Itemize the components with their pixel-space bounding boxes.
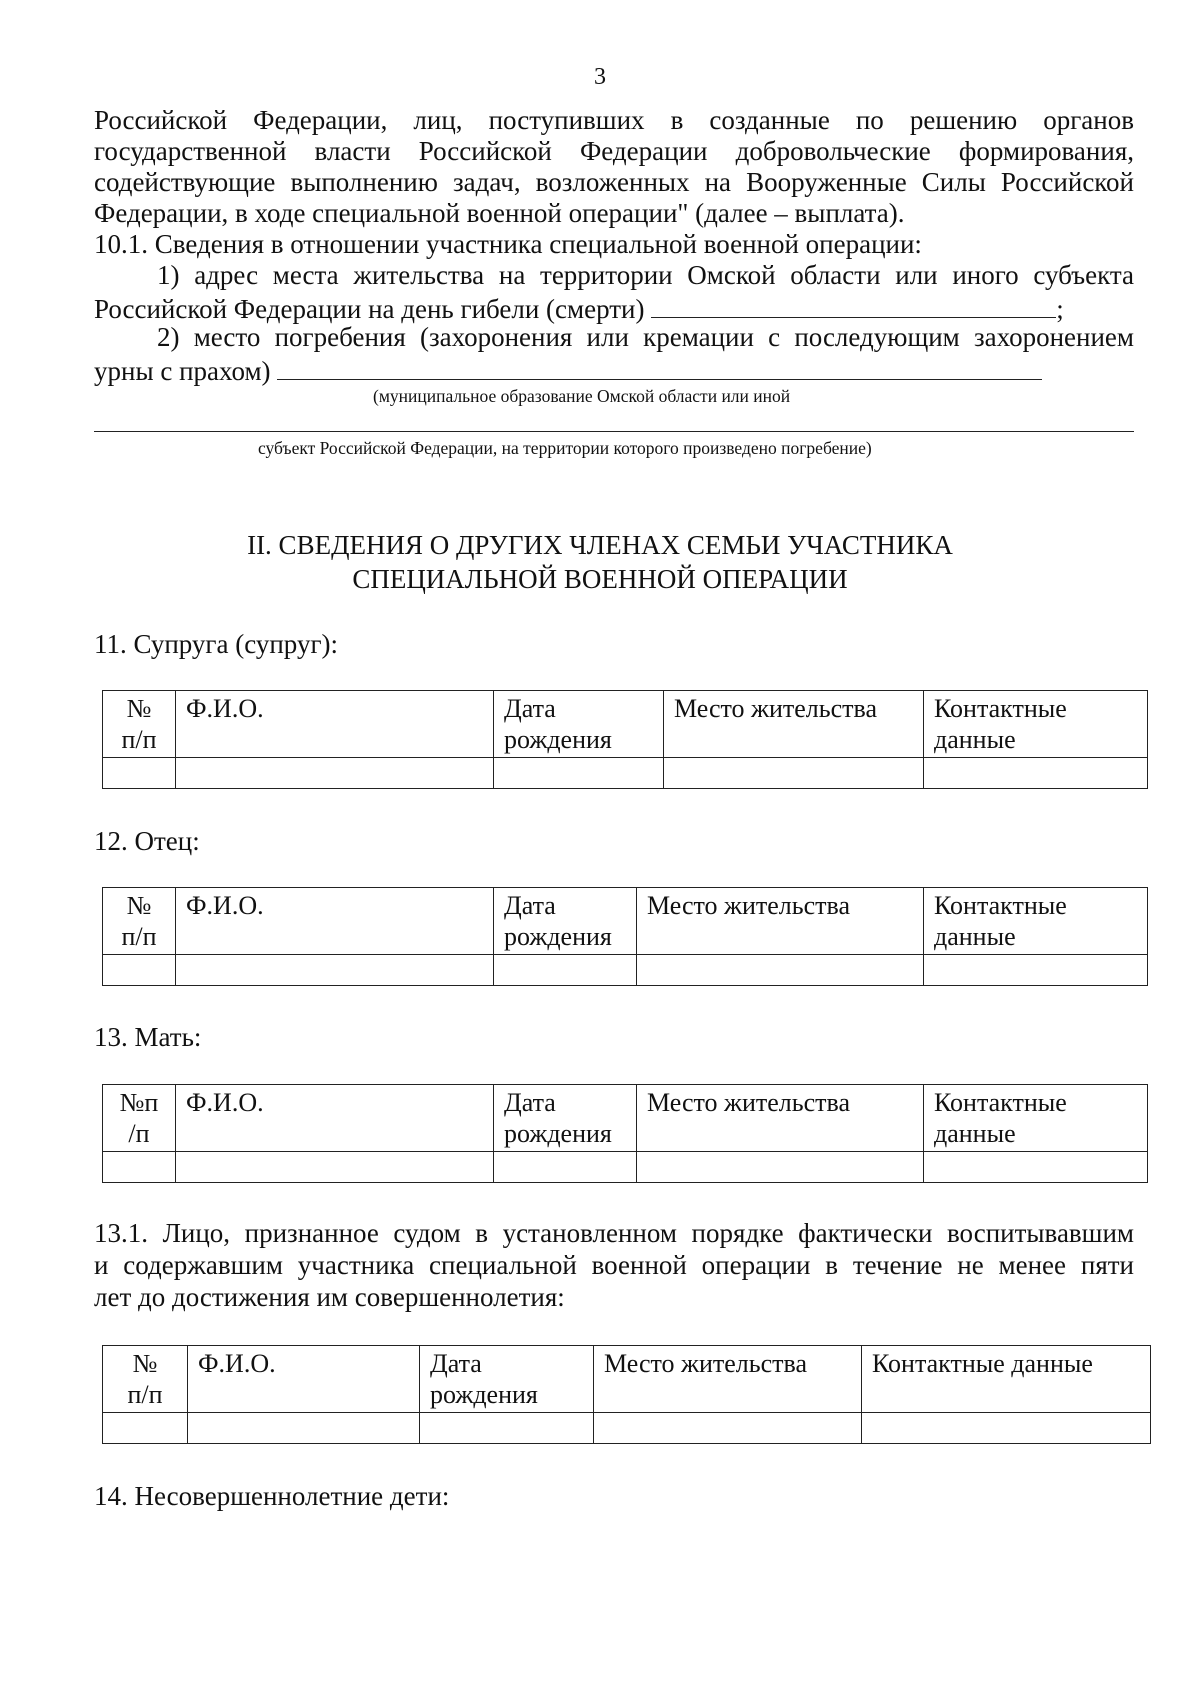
- cell-contacts[interactable]: [862, 1413, 1151, 1444]
- cell-num[interactable]: [103, 1152, 176, 1183]
- item-13-1-line-2: и содержавшим участника специальной военной операции в течение не менее пяти: [94, 1250, 1134, 1280]
- spouse-table: [102, 690, 1148, 789]
- burial-place-field-2[interactable]: [94, 431, 1134, 432]
- cell-birth[interactable]: [494, 955, 637, 986]
- table-header-row: [103, 888, 1148, 955]
- death-address-field[interactable]: [651, 291, 1056, 318]
- cell-birth[interactable]: [420, 1413, 594, 1444]
- cell-fio[interactable]: [176, 758, 494, 789]
- intro-line-4: Федерации, в ходе специальной военной операции" (далее – выплата).: [94, 198, 905, 228]
- item-11-label: 11. Супруга (супруг):: [94, 629, 339, 659]
- header-contacts: Контактные данные: [924, 691, 1148, 758]
- mother-table: [102, 1084, 1148, 1183]
- cell-fio[interactable]: [176, 1152, 494, 1183]
- header-residence: Место жительства: [664, 691, 924, 758]
- item-10-1-sub1-line2: [94, 291, 1134, 325]
- sub2-line2-text: урны с прахом): [94, 356, 271, 386]
- header-num: № п/п: [103, 691, 176, 758]
- intro-line-1: Российской Федерации, лиц, поступивших в созданные по решению органов: [94, 105, 1134, 135]
- header-fio: Ф.И.О.: [176, 888, 494, 955]
- sub1-end: ;: [1056, 294, 1064, 324]
- header-birth: Дата рождения: [494, 888, 637, 955]
- header-fio: Ф.И.О.: [188, 1346, 420, 1413]
- cell-num[interactable]: [103, 1413, 188, 1444]
- header-contacts: Контактные данные: [862, 1346, 1151, 1413]
- cell-residence[interactable]: [637, 1152, 924, 1183]
- header-fio: Ф.И.О.: [176, 691, 494, 758]
- header-fio: Ф.И.О.: [176, 1085, 494, 1152]
- cell-contacts[interactable]: [924, 758, 1148, 789]
- table-row: [103, 1152, 1148, 1183]
- cell-residence[interactable]: [664, 758, 924, 789]
- table-header-row: [103, 691, 1148, 758]
- cell-residence[interactable]: [637, 955, 924, 986]
- item-13-1-line-1: 13.1. Лицо, признанное судом в установленном порядке фактически воспитывавшим: [94, 1218, 1134, 1248]
- cell-residence[interactable]: [594, 1413, 862, 1444]
- header-birth: Дата рождения: [494, 691, 664, 758]
- cell-fio[interactable]: [176, 955, 494, 986]
- section-title-line-2: СПЕЦИАЛЬНОЙ ВОЕННОЙ ОПЕРАЦИИ: [352, 564, 848, 594]
- intro-line-2: государственной власти Российской Федерации добровольческие формирования,: [94, 136, 1134, 166]
- item-12-label: 12. Отец:: [94, 826, 200, 856]
- burial-caption-2: субъект Российской Федерации, на территории которого произведено погребение): [258, 438, 872, 458]
- cell-num[interactable]: [103, 955, 176, 986]
- table-row: [103, 758, 1148, 789]
- cell-num[interactable]: [103, 758, 176, 789]
- header-num: № п/п: [103, 888, 176, 955]
- item-10-1-heading: 10.1. Сведения в отношении участника специальной военной операции:: [94, 229, 922, 259]
- item-14-label: 14. Несовершеннолетние дети:: [94, 1481, 450, 1511]
- item-10-1-sub2-line2: [94, 353, 1134, 387]
- guardian-table: [102, 1345, 1151, 1444]
- table-row: [103, 1413, 1151, 1444]
- intro-line-3: содействующие выполнению задач, возложенных на Вооруженные Силы Российской: [94, 167, 1134, 197]
- header-birth: Дата рождения: [494, 1085, 637, 1152]
- header-contacts: Контактные данные: [924, 1085, 1148, 1152]
- header-num: №п /п: [103, 1085, 176, 1152]
- section-title-line-1: II. СВЕДЕНИЯ О ДРУГИХ ЧЛЕНАХ СЕМЬИ УЧАСТНИКА: [247, 530, 953, 560]
- header-num: № п/п: [103, 1346, 188, 1413]
- header-contacts: Контактные данные: [924, 888, 1148, 955]
- cell-fio[interactable]: [188, 1413, 420, 1444]
- father-table: [102, 887, 1148, 986]
- cell-contacts[interactable]: [924, 1152, 1148, 1183]
- item-13-label: 13. Мать:: [94, 1022, 202, 1052]
- cell-birth[interactable]: [494, 758, 664, 789]
- header-residence: Место жительства: [594, 1346, 862, 1413]
- table-row: [103, 955, 1148, 986]
- page-number: 3: [594, 64, 606, 90]
- item-13-1-line-3: лет до достижения им совершеннолетия:: [94, 1282, 565, 1312]
- header-residence: Место жительства: [637, 1085, 924, 1152]
- item-10-1-sub2-line1: 2) место погребения (захоронения или кремации с последующим захоронением: [157, 322, 1134, 352]
- cell-contacts[interactable]: [924, 955, 1148, 986]
- sub1-line2-text: Российской Федерации на день гибели (смерти): [94, 294, 645, 324]
- table-header-row: [103, 1085, 1148, 1152]
- burial-place-field[interactable]: [277, 353, 1042, 380]
- burial-caption-1: (муниципальное образование Омской области или иной: [373, 386, 791, 406]
- cell-birth[interactable]: [494, 1152, 637, 1183]
- header-residence: Место жительства: [637, 888, 924, 955]
- table-header-row: [103, 1346, 1151, 1413]
- item-10-1-sub1-line1: 1) адрес места жительства на территории Омской области или иного субъекта: [157, 260, 1134, 290]
- header-birth: Дата рождения: [420, 1346, 594, 1413]
